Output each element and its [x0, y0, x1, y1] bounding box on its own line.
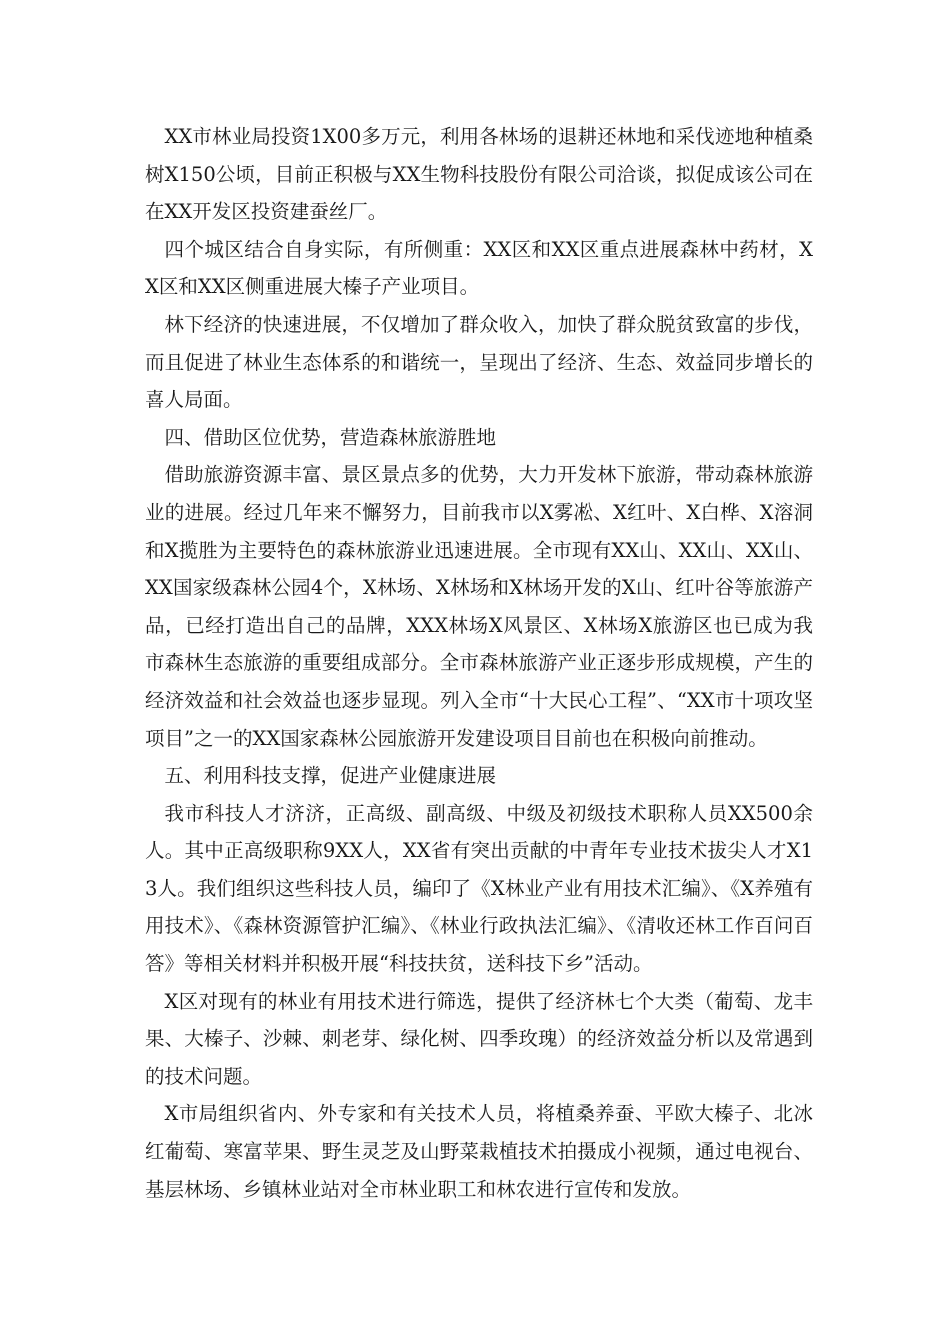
section-heading-technology: 五、利用科技支撑，促进产业健康进展 — [164, 764, 497, 788]
paragraph-forest-tourism: 借助旅游资源丰富、景区景点多的优势，大力开发林下旅游，带动森林旅游业的进展。经过几年来不懈努力，目前我市以X雾凇、X红叶、X白桦、X溶洞和X揽胜为主要特色的森林旅游业迅速进展。全市现有XX山、XX山、XX山、XX国家级森林公园4个，X林场、X林场和X林场开发的X山、红叶谷等旅游产品，已经打造出自己的品牌，XXX林场X风景区、X林场X旅游区也已成为我市森林生态旅游的重要组成部分。全市森林旅游产业正逐步形成规模，产生的经济效益和社会效益也逐步显现。列入全市“十大民心工程”、“XX市十项攻坚项目”之一的XX国家森林公园旅游开发建设项目目前也在积极向前推动。 — [145, 463, 813, 750]
paragraph-tech-talent: 我市科技人才济济，正高级、副高级、中级及初级技术职称人员XX500余人。其中正高级职称9XX人，XX省有突出贡献的中青年专业技术拔尖人才X13人。我们组织这些科技人员，编印了《X林业产业有用技术汇编》、《X养殖有用技术》、《森林资源管护汇编》、《林业行政执法汇编》、《清收还林工作百问百答》等相关材料并积极开展“科技扶贫，送科技下乡”活动。 — [145, 801, 813, 976]
paragraph-city-videos: X市局组织省内、外专家和有关技术人员，将植桑养蚕、平欧大榛子、北冰红葡萄、寒富苹果、野生灵芝及山野菜栽植技术拍摄成小视频，通过电视台、基层林场、乡镇林业站对全市林业职工和林农进行宣传和发放。 — [145, 1102, 813, 1201]
document-body — [145, 118, 813, 1208]
section-heading-tourism: 四、借助区位优势，营造森林旅游胜地 — [164, 425, 497, 449]
paragraph-mulberry-investment: XX市林业局投资1X00多万元，利用各林场的退耕还林地和采伐迹地种植桑树X150公顷，目前正积极与XX生物科技股份有限公司洽谈，拟促成该公司在在XX开发区投资建蚕丝厂。 — [145, 125, 813, 224]
paragraph-forest-economy: 林下经济的快速进展，不仅增加了群众收入，加快了群众脱贫致富的步伐，而且促进了林业生态体系的和谐统一，呈现出了经济、生态、效益同步增长的喜人局面。 — [145, 312, 813, 412]
paragraph-district-focus: 四个城区结合自身实际，有所侧重：XX区和XX区重点进展森林中药材，XX区和XX区侧重进展大榛子产业项目。 — [145, 237, 813, 299]
paragraph-district-tech: X区对现有的林业有用技术进行筛选，提供了经济林七个大类（葡萄、龙丰果、大榛子、沙棘、刺老芽、绿化树、四季玫瑰）的经济效益分析以及常遇到的技术问题。 — [145, 989, 813, 1088]
